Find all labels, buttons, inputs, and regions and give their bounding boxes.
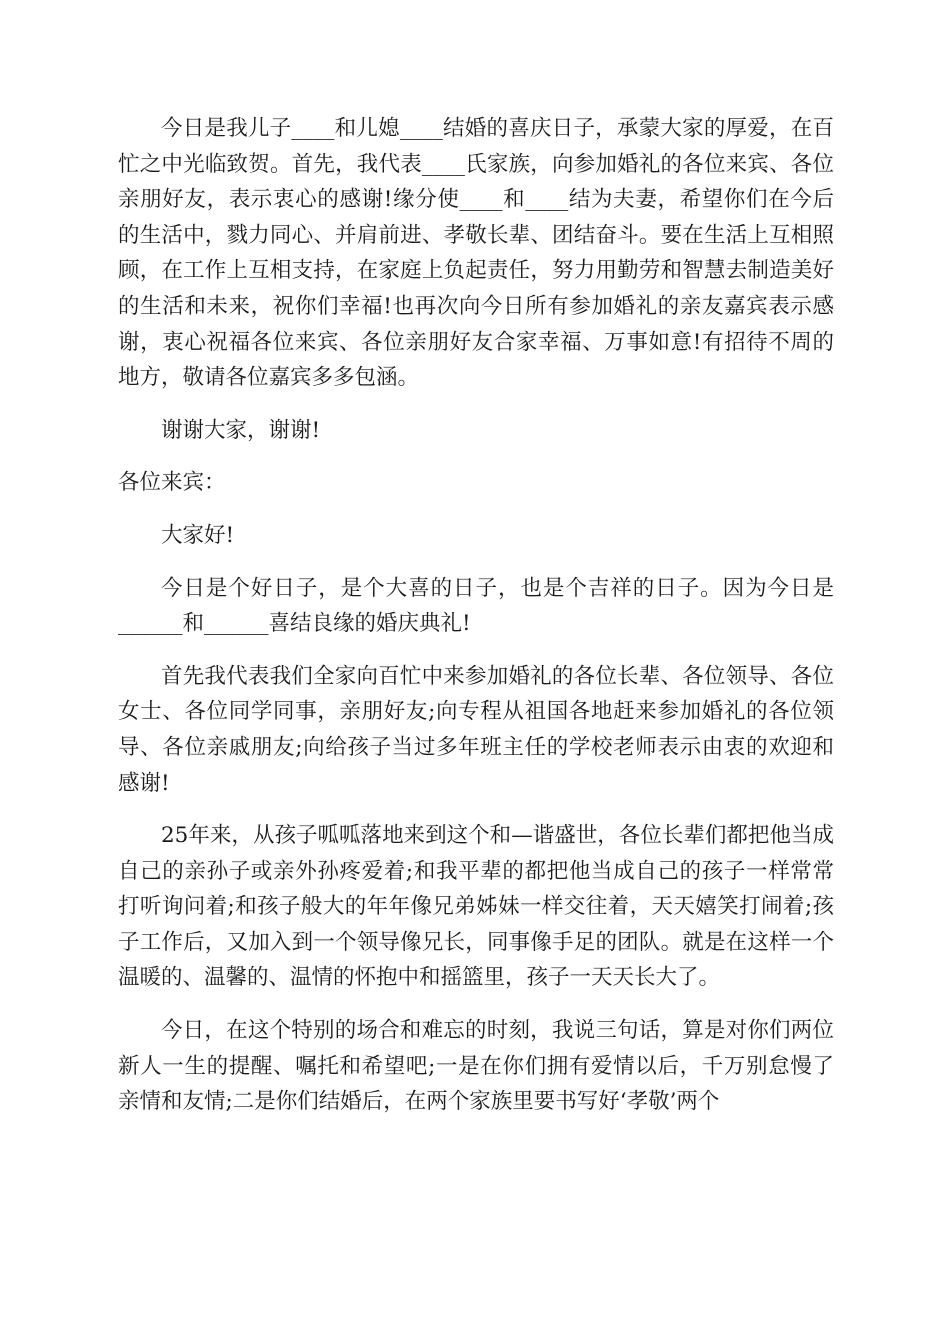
paragraph-salutation: 各位来宾：	[118, 470, 226, 496]
paragraph-growing-up: 25年来，从孩子呱呱落地来到这个和—谐盛世，各位长辈们都把他当成自己的亲孙子或亲外孙疼爱着;和我平辈的都把他当成自己的孩子一样常常打听询问着;和孩子般大的年年像兄弟姊妹一样交往着，天天嬉笑打闹着;孩子工作后，又加入到一个领导像兄长，同事像手足的团队。就是在这样一个温暖的、温馨的、温情的怀抱中和摇篮里，孩子一天天长大了。	[118, 823, 834, 991]
paragraph-welcome: 首先我代表我们全家向百忙中来参加婚礼的各位长辈、各位领导、各位女士、各位同学同事，亲朋好友;向专程从祖国各地赶来参加婚礼的各位领导、各位亲戚朋友;向给孩子当过多年班主任的学校老师表示由衷的欢迎和感谢!	[118, 663, 834, 796]
paragraph-greeting: 大家好!	[161, 522, 235, 548]
document-body	[118, 111, 834, 1137]
paragraph-thank-you: 谢谢大家，谢谢!	[161, 417, 321, 443]
paragraph-three-sentences: 今日，在这个特别的场合和难忘的时刻，我说三句话，算是对你们两位新人一生的提醒、嘱托和希望吧;一是在你们拥有爱情以后，千万别怠慢了亲情和友情;二是你们结婚后，在两个家族里要书写好‘孝敬’两个	[118, 1018, 834, 1115]
paragraph-wedding-thanks: 今日是我儿子____和儿媳____结婚的喜庆日子，承蒙大家的厚爱，在百忙之中光临致贺。首先，我代表____氏家族，向参加婚礼的各位来宾、各位亲朋好友，表示衷心的感谢!缘分使____和____结为夫妻，希望你们在今后的生活中，戮力同心、并肩前进、孝敬长辈、团结奋斗。要在生活上互相照顾，在工作上互相支持，在家庭上负起责任，努力用勤劳和智慧去制造美好的生活和未来，祝你们幸福!也再次向今日所有参加婚礼的亲友嘉宾表示感谢，衷心祝福各位来宾、各位亲朋好友合家幸福、万事如意!有招待不周的地方，敬请各位嘉宾多多包涵。	[118, 116, 834, 391]
paragraph-good-day: 今日是个好日子，是个大喜的日子，也是个吉祥的日子。因为今日是______和______喜结良缘的婚庆典礼!	[118, 575, 834, 637]
